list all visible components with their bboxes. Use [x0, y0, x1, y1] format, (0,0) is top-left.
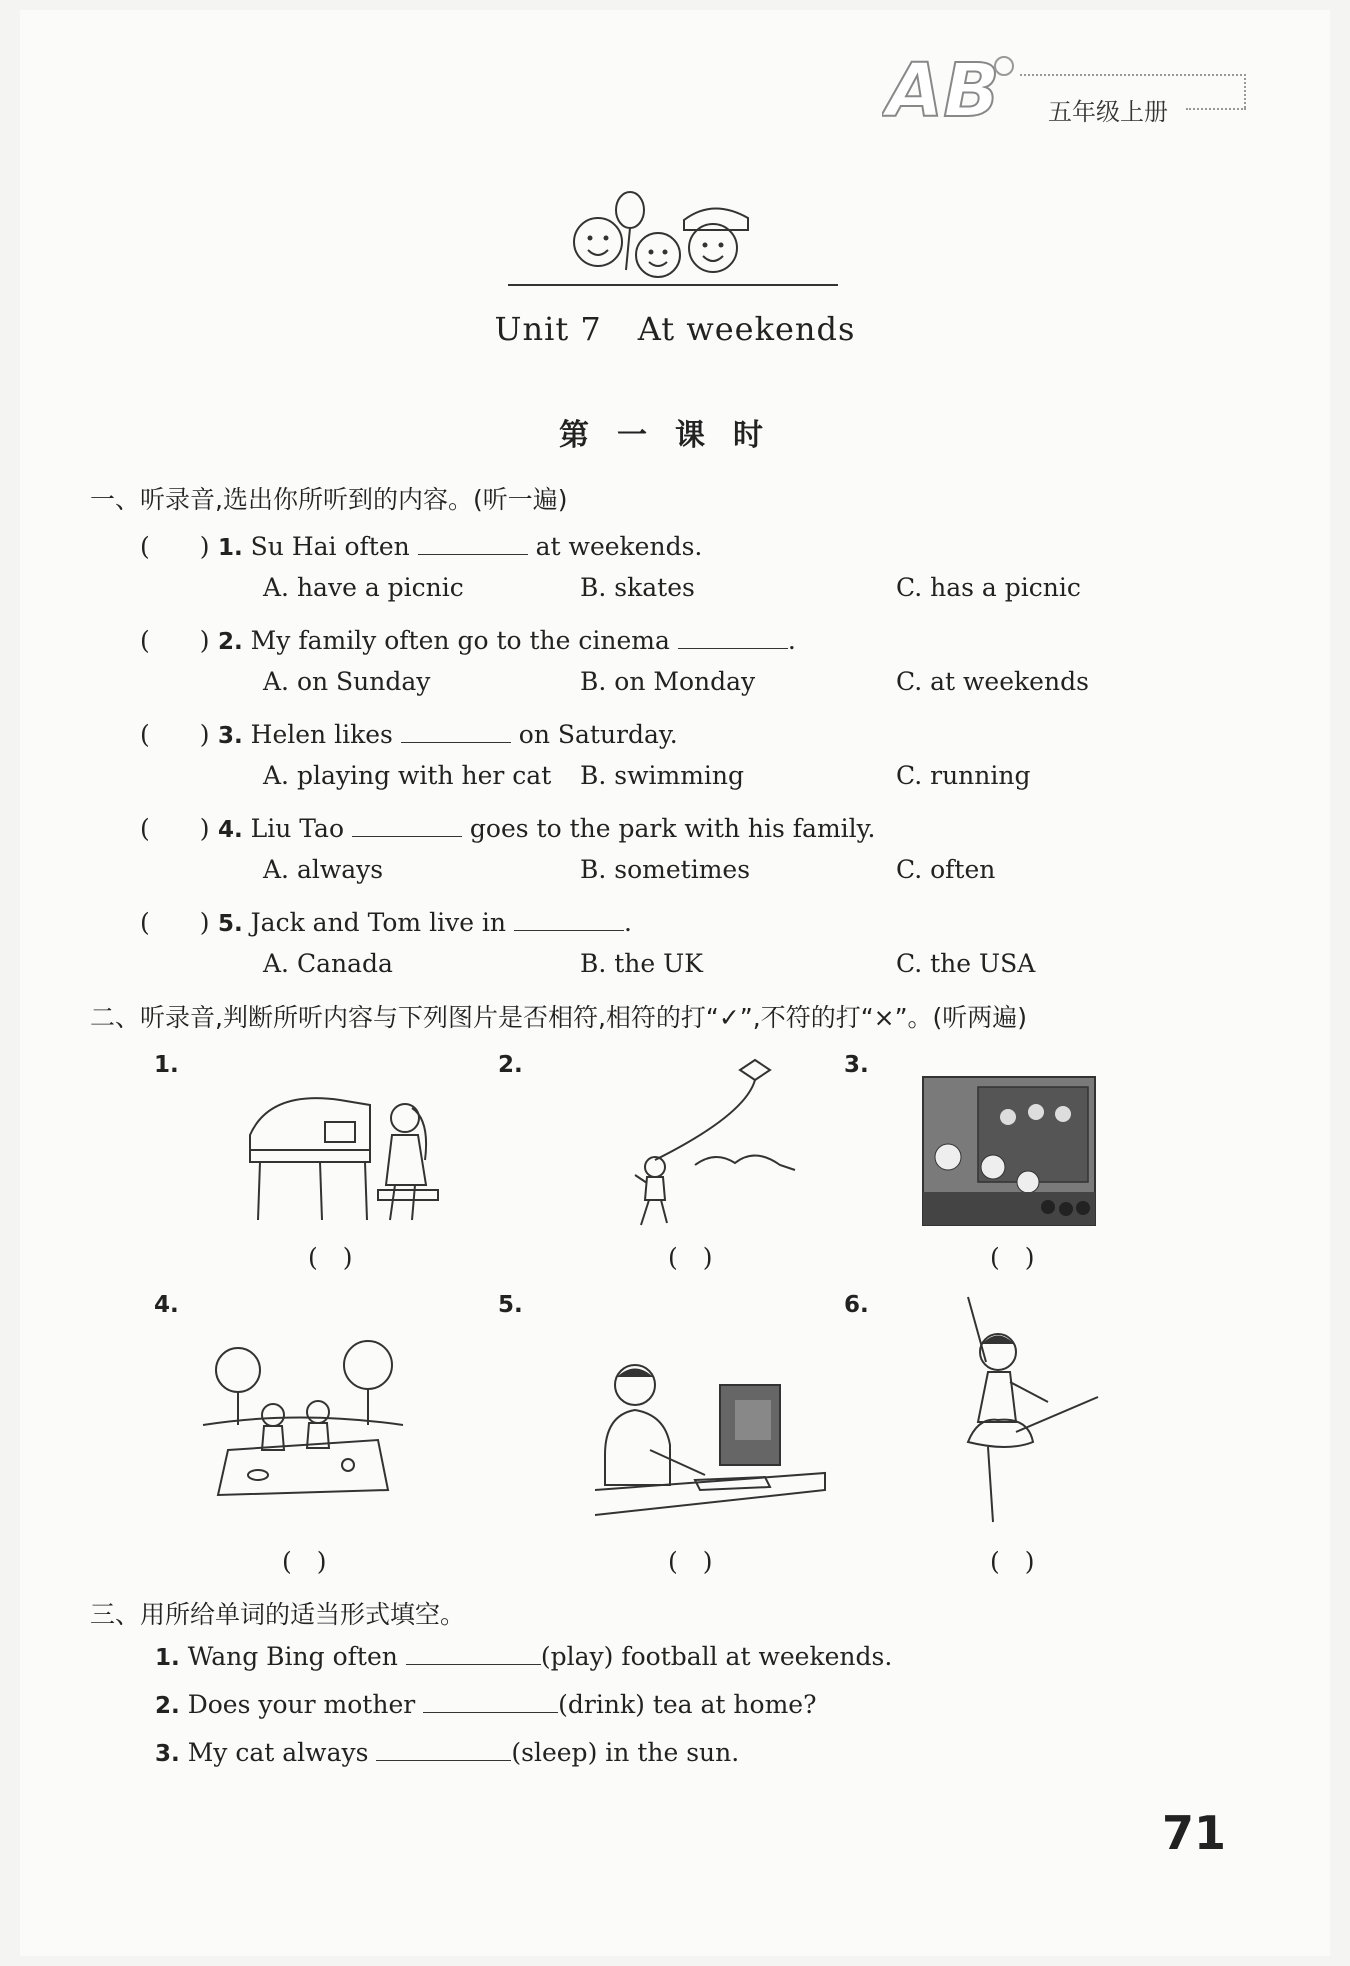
section-1-heading: 一、听录音,选出你所听到的内容。(听一遍)	[90, 485, 568, 514]
word-hint: (sleep)	[511, 1738, 598, 1767]
picture-number: 3.	[844, 1052, 869, 1078]
picture-number: 4.	[154, 1292, 179, 1318]
answer-blank[interactable]	[352, 814, 462, 837]
answer-paren[interactable]: ( )	[308, 1243, 353, 1272]
header-dotted-line	[1020, 74, 1246, 76]
question-number: 5.	[217, 911, 243, 937]
option-a: A. playing with her cat	[263, 761, 552, 790]
question-4	[140, 809, 875, 845]
question-text: My family often go to the cinema	[250, 626, 670, 655]
option-b: B. the UK	[580, 949, 703, 978]
question-number: 3.	[155, 1741, 180, 1767]
option-b: B. sometimes	[580, 855, 751, 884]
question-number: 1.	[155, 1645, 180, 1671]
ballet-girl-icon	[938, 1292, 1108, 1532]
option-c: C. at weekends	[896, 667, 1089, 696]
option-a: A. have a picnic	[263, 573, 464, 602]
header-dotted-line	[1186, 108, 1246, 110]
question-text: Wang Bing often	[187, 1642, 398, 1671]
workbook-page	[20, 10, 1330, 1956]
question-3	[140, 715, 678, 751]
ab-logo-icon	[882, 50, 1022, 130]
kite-boy-icon	[605, 1055, 805, 1230]
answer-blank[interactable]	[406, 1642, 541, 1665]
question-text: tea at home?	[652, 1690, 817, 1719]
option-b: B. on Monday	[580, 667, 756, 696]
question-text: at weekends.	[535, 532, 703, 561]
option-c: C. often	[896, 855, 996, 884]
answer-blank[interactable]	[401, 720, 511, 743]
answer-paren[interactable]: ( )	[990, 1547, 1035, 1576]
section-3-heading: 三、用所给单词的适当形式填空。	[90, 1600, 466, 1629]
header-dotted-line	[1244, 74, 1246, 108]
question-text: in the sun.	[605, 1738, 740, 1767]
answer-blank[interactable]	[514, 908, 624, 931]
answer-blank[interactable]	[376, 1738, 511, 1761]
fill-question-3	[155, 1738, 739, 1767]
answer-paren[interactable]: ( )	[140, 908, 210, 937]
answer-blank[interactable]	[418, 532, 528, 555]
grade-label: 五年级上册	[1048, 98, 1168, 126]
question-text: .	[787, 626, 796, 655]
question-text: on Saturday.	[518, 720, 678, 749]
answer-paren[interactable]: ( )	[140, 814, 210, 843]
unit-topic: At weekends	[637, 310, 856, 348]
question-number: 2.	[155, 1693, 180, 1719]
option-b: B. swimming	[580, 761, 745, 790]
answer-paren[interactable]: ( )	[668, 1547, 713, 1576]
unit-title	[20, 310, 1330, 348]
option-c: C. has a picnic	[896, 573, 1081, 602]
fill-question-2	[155, 1690, 816, 1719]
option-c: C. the USA	[896, 949, 1036, 978]
word-hint: (drink)	[558, 1690, 645, 1719]
picture-number: 5.	[498, 1292, 523, 1318]
picture-number: 6.	[844, 1292, 869, 1318]
picture-number: 1.	[154, 1052, 179, 1078]
question-number: 1.	[217, 535, 243, 561]
answer-blank[interactable]	[678, 626, 788, 649]
question-text: Does your mother	[187, 1690, 416, 1719]
question-text: goes to the park with his family.	[469, 814, 876, 843]
word-hint: (play)	[540, 1642, 614, 1671]
option-a: A. Canada	[263, 949, 393, 978]
question-5	[140, 903, 632, 939]
fill-question-1	[155, 1642, 892, 1671]
question-text: My cat always	[187, 1738, 369, 1767]
answer-paren[interactable]: ( )	[140, 626, 210, 655]
unit-number: Unit 7	[494, 310, 602, 348]
picnic-icon	[198, 1340, 408, 1500]
question-number: 3.	[217, 723, 243, 749]
question-text: Liu Tao	[250, 814, 344, 843]
question-text: Helen likes	[250, 720, 393, 749]
question-text: .	[623, 908, 632, 937]
question-number: 2.	[217, 629, 243, 655]
lesson-title: 第一课时	[559, 418, 791, 453]
cinema-icon	[918, 1072, 1103, 1232]
answer-paren[interactable]: ( )	[282, 1547, 327, 1576]
option-c: C. running	[896, 761, 1031, 790]
question-text: Jack and Tom live in	[250, 908, 507, 937]
option-a: A. on Sunday	[263, 667, 431, 696]
answer-paren[interactable]: ( )	[668, 1243, 713, 1272]
answer-paren[interactable]: ( )	[140, 720, 210, 749]
question-number: 4.	[217, 817, 243, 843]
option-b: B. skates	[580, 573, 695, 602]
computer-man-icon	[595, 1355, 830, 1530]
answer-blank[interactable]	[423, 1690, 558, 1713]
question-text: Su Hai often	[250, 532, 410, 561]
question-text: football at weekends.	[621, 1642, 893, 1671]
kids-illustration-icon	[508, 190, 838, 300]
picture-number: 2.	[498, 1052, 523, 1078]
logo-text: AB	[886, 50, 1000, 130]
option-a: A. always	[263, 855, 384, 884]
page-number: 71	[1162, 1806, 1227, 1860]
section-2-heading: 二、听录音,判断所听内容与下列图片是否相符,相符的打“✓”,不符的打“×”。(听两遍)	[90, 1003, 1028, 1032]
question-1	[140, 527, 702, 563]
question-2	[140, 621, 796, 657]
answer-paren[interactable]: ( )	[990, 1243, 1035, 1272]
piano-girl-icon	[240, 1080, 440, 1230]
answer-paren[interactable]: ( )	[140, 532, 210, 561]
